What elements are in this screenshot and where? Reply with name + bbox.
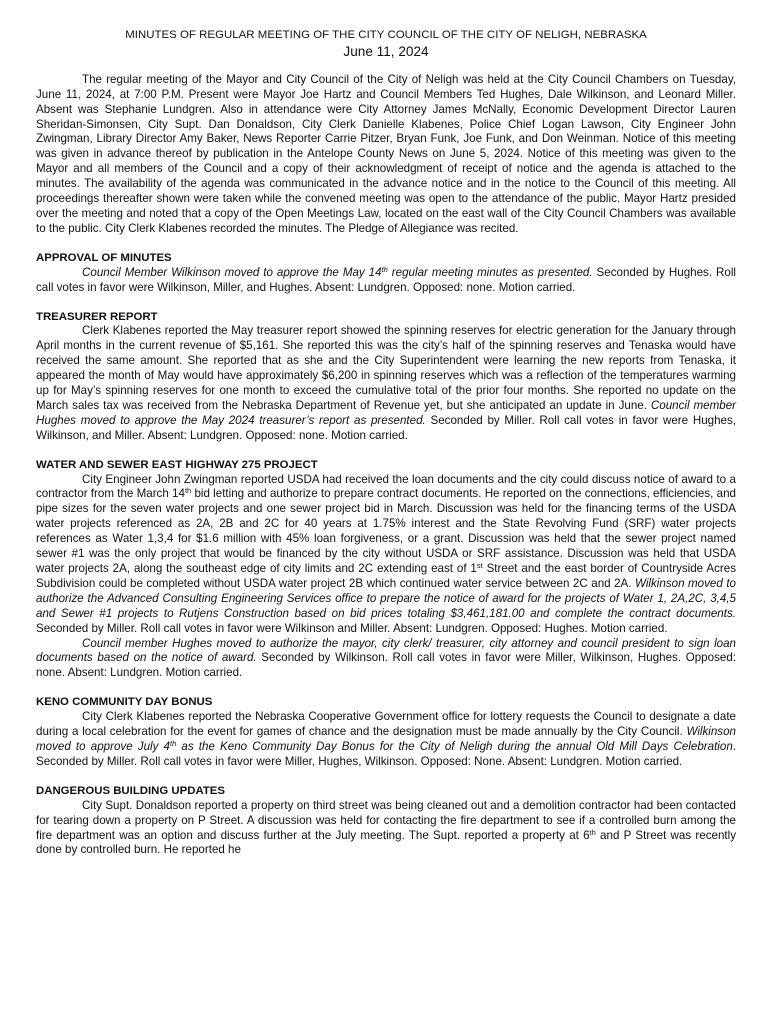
treasurer-motion: Council member Hughes moved to approve the May 2024 treasurer’s report as presented. [36,398,736,427]
approval-motion: Council Member Wilkinson moved to approve the May 14th regular meeting minutes as presented. [82,264,593,279]
water-motion-1: Wilkinson moved to authorize the Advanced Consulting Engineering Services office to prepare the notice of award for the projects of Water 1, 2A,2C, 3,4,5 and Sewer #1 projects to Rutjens Construction based on bid prices totaling $3,461,181.00 and complete the contract documents. [36,576,736,620]
treasurer-text: Clerk Klabenes reported the May treasurer report showed the spinning reserves for electric generation for the January through April months in the current revenue of $5,161. She reported this was the city’s half of the spinning reserves and Tenaska would have received the same amount. She reported that as she and the City Superintendent were learning the new reports from Tenaska, it appeared the month of May would have approximately $6,200 in spinning reserves which was a reflection of the temperatures warming up for May’s spinning reserves for one month to exceed the cumulative total of the prior four months. She reported no update on the March sales tax was received from the Nebraska Department of Revenue yet, but she anticipated an update in June. [36,324,736,412]
water-paragraph: City Engineer John Zwingman reported USDA had received the loan documents and the city could discuss notice of award to a contractor from the March 14th bid letting and authorize to prepare contract documents. He reported on the connections, efficiencies, and pipe sizes for the seven water projects and one sewer project bid in March. Discussion was held for the financing terms of the USDA water projects referenced as 2A, 2B and 2C for 40 years at 1.75% interest and the State Revolving Fund (SRF) water projects references as Water 1,3,4 for $1.6 million with 45% loan forgiveness, or a grant. Discussion was held that the sewer project named sewer #1 was the only project that would be financed by the city without USDA or SRF assistance. Discussion was held that USDA water projects 2A, along the southeast edge of city limits and 2C extending east of 1st Street and the east border of Countryside Acres Subdivision could be completed without USDA water project 2B which continued water service between 2C and 2A. Wilkinson moved to authorize the Advanced Consulting Engineering Services office to prepare the notice of award for the projects of Water 1, 2A,2C, 3,4,5 and Sewer #1 projects to Rutjens Construction based on bid prices totaling $3,461,181.00 and complete the contract documents. Seconded by Miller. Roll call votes in favor were Wilkinson and Miller. Absent: Lundgren. Opposed: Hughes. Motion carried. [36,472,736,635]
section-heading-treasurer: TREASURER REPORT [36,310,158,323]
treasurer-paragraph [36,324,736,443]
approval-paragraph [36,266,736,296]
document-title: MINUTES OF REGULAR MEETING OF THE CITY COUNCIL OF THE CITY OF NELIGH, NEBRASKA [125,29,647,41]
meeting-date: June 11, 2024 [343,43,429,59]
keno-motion: Wilkinson moved to approve July 4th as the Keno Community Day Bonus for the City of Neligh during the annual Old Mill Days Celebration [36,725,736,753]
keno-vote: . Seconded by Miller. Roll call votes in favor were Miller, Hughes, Wilkinson. Opposed: None. Absent: Lundgren. Motion carried. [36,739,736,768]
section-heading-approval: APPROVAL OF MINUTES [36,251,172,264]
section-heading-water-sewer: WATER AND SEWER EAST HIGHWAY 275 PROJECT [36,458,318,471]
treasurer-vote: Seconded by Miller. Roll call votes in favor were Hughes, Wilkinson, and Miller. Absent: Lundgren. Opposed: none. Motion carried. [36,413,737,442]
water-motion-2: Council member Hughes moved to authorize the mayor, city clerk/ treasurer, city attorney and council president to sign loan documents based on the notice of award. [36,636,736,665]
approval-vote: Seconded by Hughes. Roll call votes in favor were Wilkinson, Miller, and Hughes. Absent: Lundgren. Opposed: none. Motion carried. [36,265,736,294]
dangerous-building-paragraph: City Supt. Donaldson reported a property on third street was being cleaned out and a demolition contractor had been contacted for tearing down a property on P Street. A discussion was held for contacting the fire department to see if a controlled burn among the fire department was an option and discuss further at the July meeting. The Supt. reported a property at 6th and P Street was recently done by controlled burn. He reported he [36,798,736,857]
water-vote-2: Seconded by Wilkinson. Roll call votes in favor were Miller, Wilkinson, Hughes. Opposed: none. Absent: Lundgren. Motion carried. [36,651,736,680]
section-heading-dangerous-building: DANGEROUS BUILDING UPDATES [36,784,226,797]
section-heading-keno: KENO COMMUNITY DAY BONUS [36,696,213,709]
intro-paragraph: The regular meeting of the Mayor and City Council of the City of Neligh was held at the City Council Chambers on Tuesday, June 11, 2024, at 7:00 P.M. Present were Mayor Joe Hartz and Council Members Ted Hughes, Dale Wilkinson, and Leonard Miller. Absent was Stephanie Lundgren. Also in attendance were City Attorney James McNally, Economic Development Director Lauren Sheridan-Simonsen, City Supt. Dan Donaldson, City Clerk Danielle Klabenes, Police Chief Logan Lawson, City Engineer John Zwingman, Library Director Amy Baker, News Reporter Carrie Pitzer, Bryan Funk, Joe Funk, and Don Weinman. Notice of this meeting was given in advance thereof by publication in the Antelope County News on June 5, 2024. Notice of this meeting was given to the Mayor and all members of the Council and a copy of their acknowledgment of receipt of notice and the agenda is attached to the minutes. The availability of the agenda was communicated in the advance notice and in the notice to the Council of this meeting. All proceedings thereafter shown were taken while the convened meeting was open to the attendance of the public. Mayor Hartz presided over the meeting and noted that a copy of the Open Meetings Law, located on the east wall of the City Council Chambers was available to the public. City Clerk Klabenes recorded the minutes. The Pledge of Allegiance was recited. [36,72,736,235]
keno-paragraph: City Clerk Klabenes reported the Nebraska Cooperative Government office for lottery requests the Council to designate a date during a local celebration for the event for games of chance and the designation must be made annually by the City Council. Wilkinson moved to approve July 4th as the Keno Community Day Bonus for the City of Neligh during the annual Old Mill Days Celebration. Seconded by Miller. Roll call votes in favor were Miller, Hughes, Wilkinson. Opposed: None. Absent: Lundgren. Motion carried. [36,710,736,768]
water-vote-1: Seconded by Miller. Roll call votes in favor were Wilkinson and Miller. Absent: Lundgren. Opposed: Hughes. Motion carried. [36,621,668,635]
water-paragraph-2 [36,637,736,682]
